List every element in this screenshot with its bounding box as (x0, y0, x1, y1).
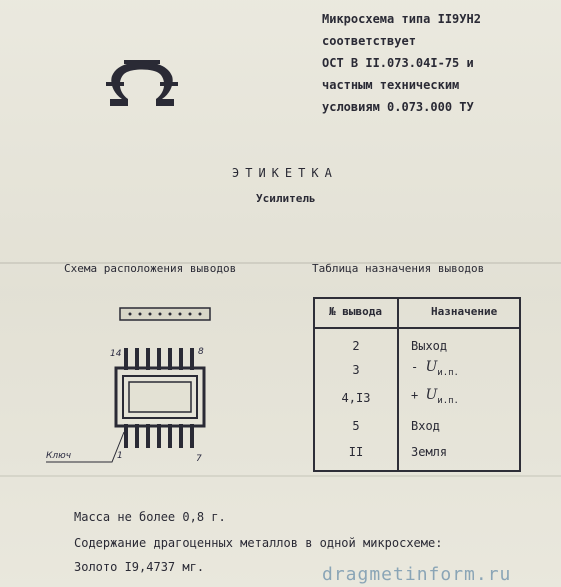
package-side-view (120, 308, 210, 320)
table-cell-function: + $U_{и.п.}$ (411, 387, 459, 406)
header-line-2: соответствует (322, 34, 416, 48)
table-header-pin: № вывода (329, 305, 382, 318)
table-cell-pin: 2 (352, 339, 360, 353)
table-header-function: Назначение (431, 305, 498, 318)
header-line-5: условиям 0.073.000 ТУ (322, 100, 474, 114)
pin-label-7: 7 (196, 454, 202, 464)
header-line-1: Микросхема типа II9УН2 (322, 12, 481, 26)
pin-assignment-table (313, 297, 521, 472)
table-cell-pin: II (348, 445, 364, 459)
table-cell-pin: 3 (352, 363, 360, 377)
table-caption: Таблица назначения выводов (312, 262, 485, 275)
watermark: dragmetinform.ru (322, 564, 512, 585)
label-title: ЭТИКЕТКА (232, 166, 338, 180)
table-cell-function: Вход (411, 419, 440, 433)
table-cell-pin: 5 (352, 419, 360, 433)
table-cell-function: Земля (411, 445, 448, 459)
table-cell-function: - $U_{и.п.}$ (411, 359, 459, 378)
key-label: Ключ (46, 451, 72, 461)
table-cell-pin: 4,I3 (341, 391, 371, 405)
header-block (322, 8, 481, 118)
package-body (116, 368, 204, 426)
header-line-3: ОСТ В II.073.04I-75 и (322, 56, 474, 70)
label-subtitle: Усилитель (256, 192, 316, 205)
table-cell-function: Выход (411, 339, 448, 353)
pinout-caption: Схема расположения выводов (64, 262, 237, 275)
omega-logo-icon (104, 52, 180, 118)
pin-label-8: 8 (198, 347, 204, 357)
pinout-diagram (40, 296, 240, 476)
gold-content-text: Золото I9,4737 мг. (74, 560, 205, 574)
pin-label-1: 1 (117, 451, 123, 461)
precious-metals-text: Содержание драгоценных металлов в одной микросхеме: (74, 536, 443, 550)
mass-text: Масса не более 0,8 г. (74, 510, 226, 524)
pin-label-14: 14 (110, 349, 122, 359)
package-bottom-pins (124, 424, 194, 448)
header-line-4: частным техническим (322, 78, 460, 92)
